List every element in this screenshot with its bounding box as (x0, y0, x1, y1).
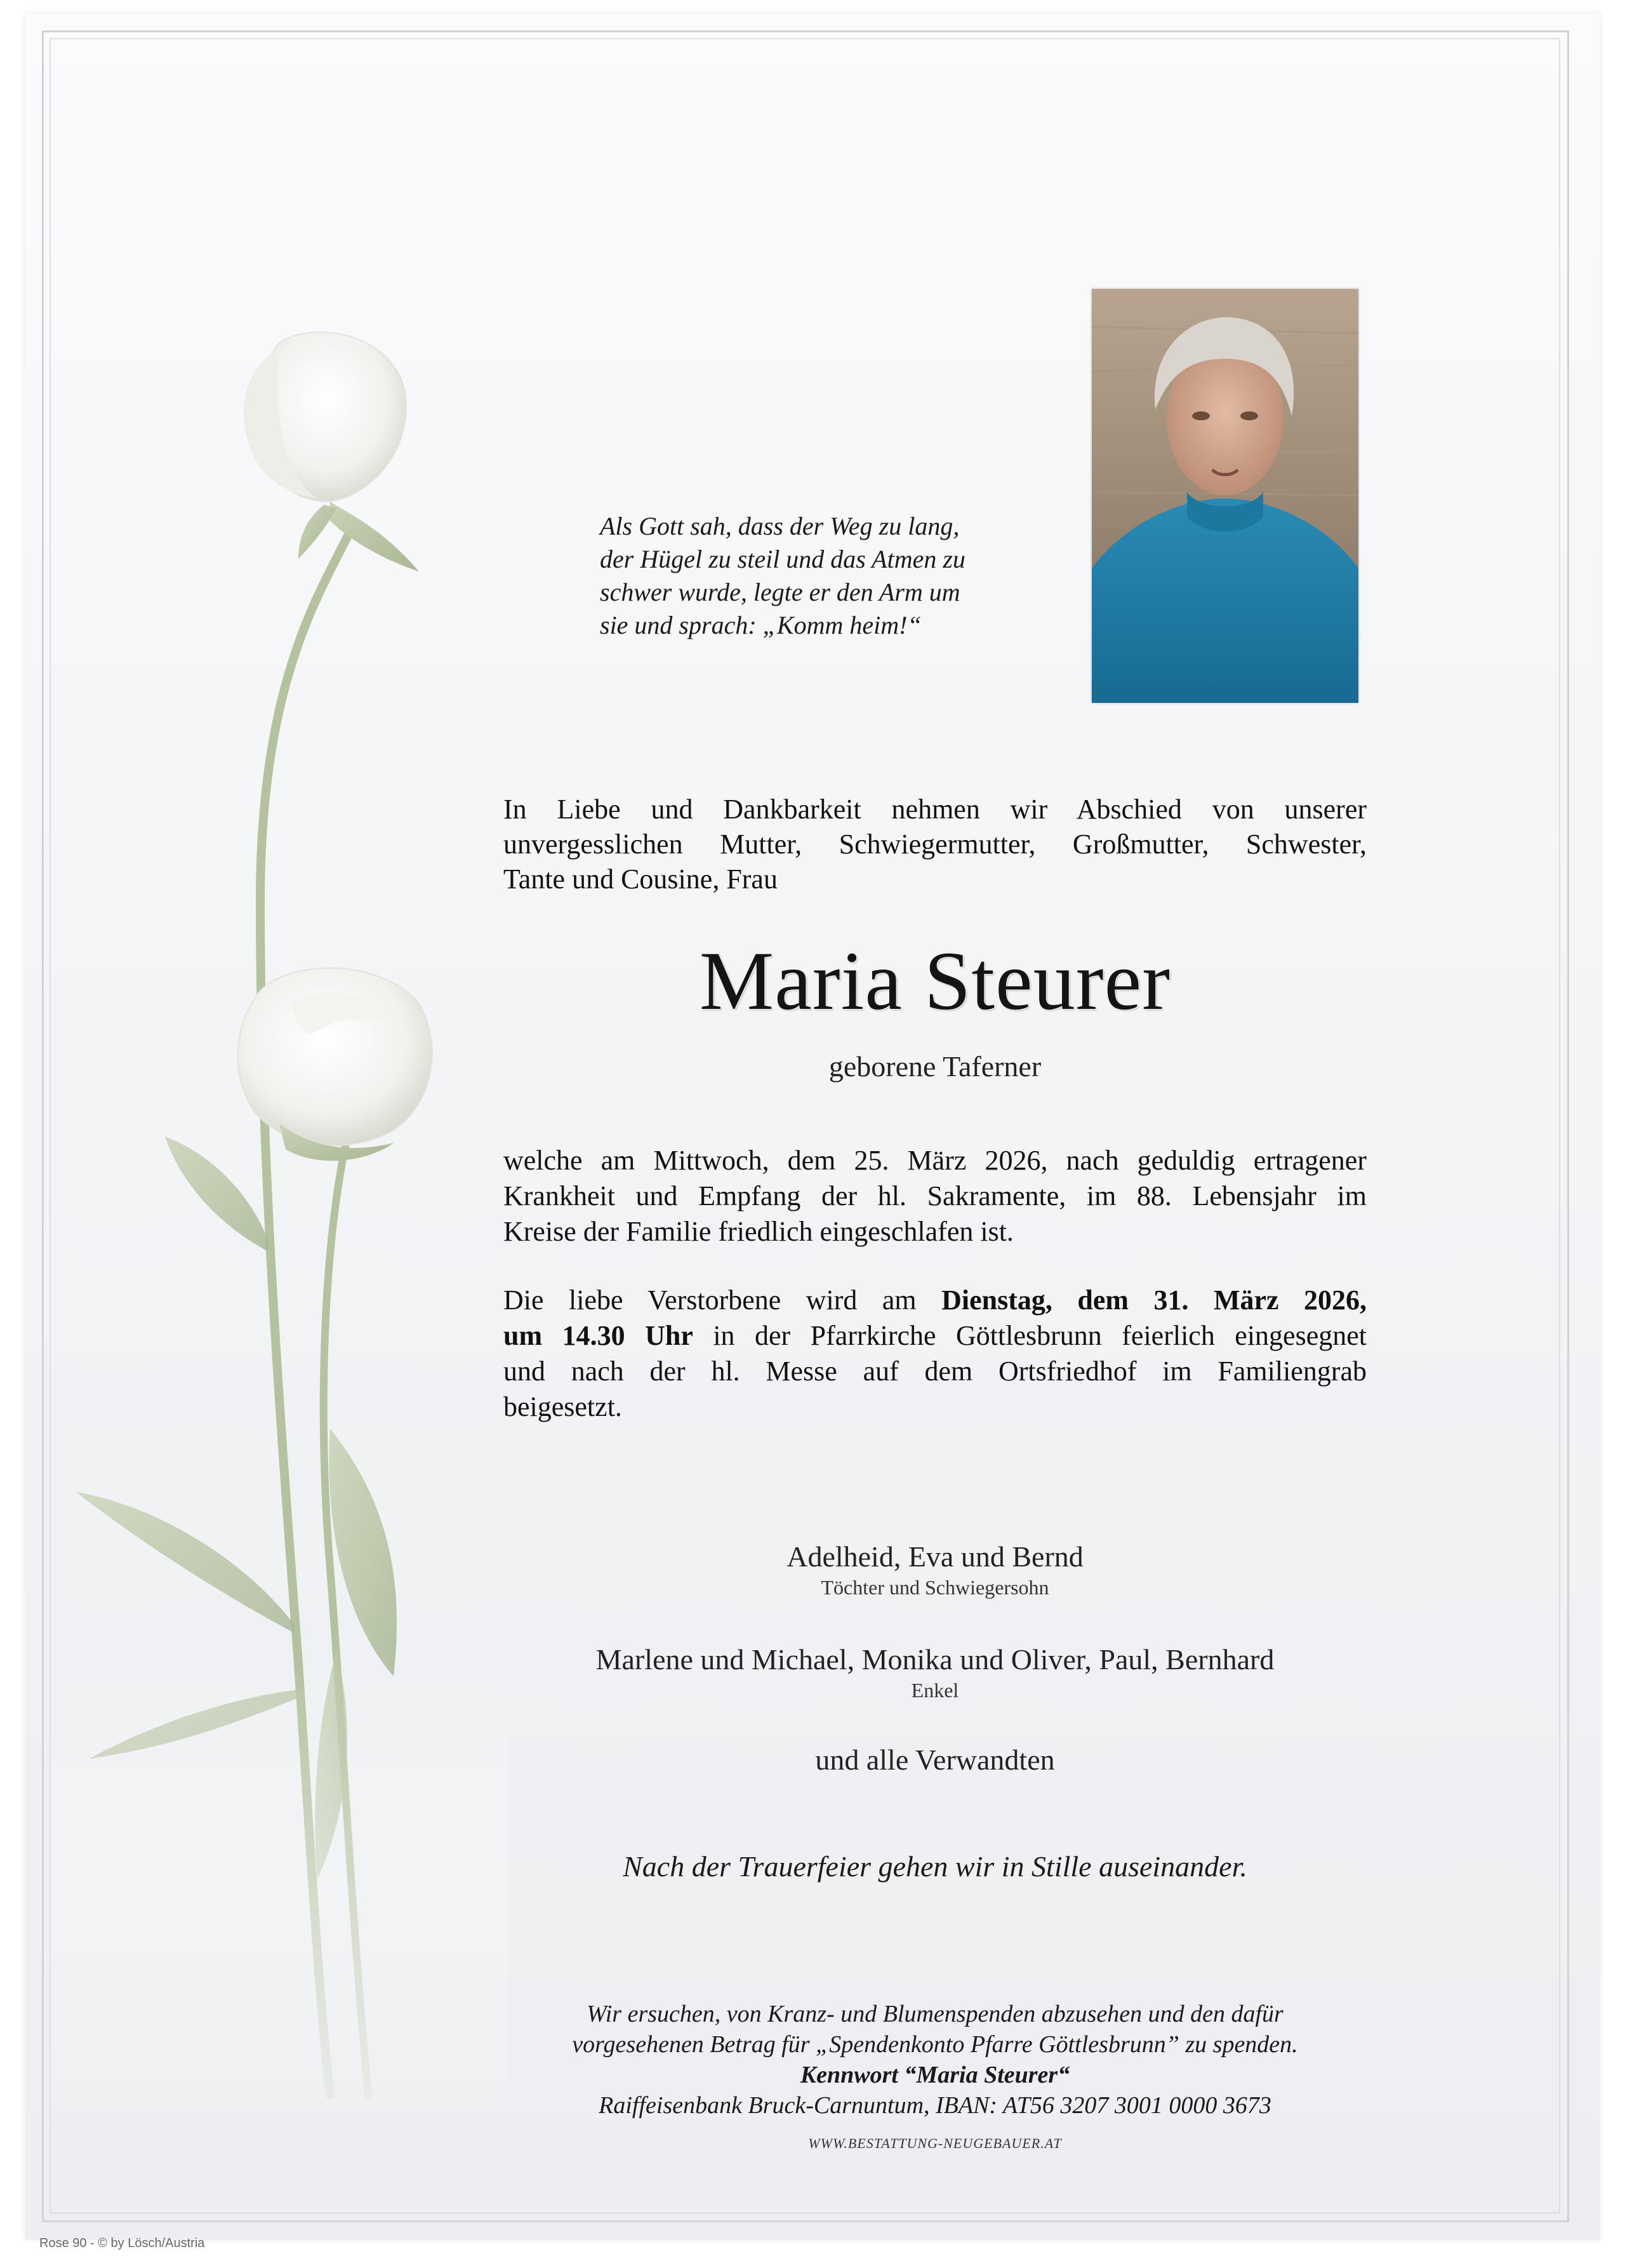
motto-line: Als Gott sah, dass der Weg zu lang, (600, 512, 960, 540)
funeral-text: Die liebe Verstorbene wird am (503, 1284, 942, 1316)
intro-line: unvergesslichen Mutter, Schwiegermutter, Großmutter, Schwester, (503, 829, 1367, 860)
funeral-paragraph (503, 1283, 1367, 1425)
website-link[interactable]: WWW.BESTATTUNG-NEUGEBAUER.AT (808, 2135, 1062, 2151)
family-names: und alle Verwandten (815, 1744, 1055, 1776)
donation-line: Wir ersuchen, von Kranz- und Blumenspenden abzusehen und den dafür (587, 2001, 1283, 2027)
funeral-line (503, 1318, 1367, 1354)
motto-line: schwer wurde, legte er den Arm um (600, 578, 960, 606)
family-names: Adelheid, Eva und Bernd (786, 1540, 1084, 1573)
family-group (503, 1642, 1367, 1703)
death-notice-line: Krankheit und Empfang der hl. Sakramente, im 88. Lebensjahr im (503, 1180, 1367, 1211)
funeral-line (503, 1283, 1367, 1318)
funeral-line: beigesetzt. (503, 1391, 622, 1422)
portrait-photo (1092, 289, 1358, 703)
motto-line: der Hügel zu steil und das Atmen zu (600, 545, 965, 573)
motto-verse (600, 510, 1082, 642)
intro-paragraph (503, 792, 1367, 897)
death-notice-line: Kreise der Familie friedlich eingeschlafen ist. (503, 1216, 1014, 1247)
death-notice-line: welche am Mittwoch, dem 25. März 2026, nach geduldig ertragener (503, 1145, 1367, 1176)
funeral-time: um 14.30 Uhr (503, 1320, 693, 1351)
family-group (503, 1539, 1367, 1600)
donation-request (503, 1999, 1367, 2121)
funeral-location: in der Pfarrkirche Göttlesbrunn feierlich eingesegnet (693, 1320, 1367, 1351)
copyright-footer: Rose 90 - © by Lösch/Austria (39, 2236, 205, 2250)
birth-name: geborene Taferner (828, 1050, 1042, 1083)
family-role: Töchter und Schwiegersohn (821, 1576, 1049, 1599)
funeral-line: und nach der hl. Messe auf dem Ortsfriedhof im Familiengrab (503, 1356, 1367, 1387)
family-role: Enkel (911, 1679, 959, 1702)
death-notice-paragraph (503, 1143, 1367, 1250)
intro-line: Tante und Cousine, Frau (503, 864, 778, 895)
deceased-name: Maria Steurer (699, 934, 1171, 1027)
family-names: Marlene und Michael, Monika und Oliver, Paul, Bernhard (595, 1643, 1275, 1676)
white-rose-icon (51, 330, 508, 2108)
funeral-date: Dienstag, dem 31. März 2026, (941, 1284, 1367, 1316)
closing-line: Nach der Trauerfeier gehen wir in Stille auseinander. (623, 1850, 1247, 1883)
donation-line: vorgesehenen Betrag für „Spendenkonto Pfarre Göttlesbrunn” zu spenden. (572, 2031, 1298, 2058)
donation-bank: Raiffeisenbank Bruck-Carnuntum, IBAN: AT56 3207 3001 0000 3673 (599, 2092, 1271, 2119)
motto-line: sie und sprach: „Komm heim!“ (600, 611, 922, 639)
donation-keyword: Kennwort “Maria Steurer“ (800, 2062, 1070, 2088)
family-group (503, 1742, 1367, 1778)
intro-line: In Liebe und Dankbarkeit nehmen wir Abschied von unserer (503, 794, 1367, 825)
